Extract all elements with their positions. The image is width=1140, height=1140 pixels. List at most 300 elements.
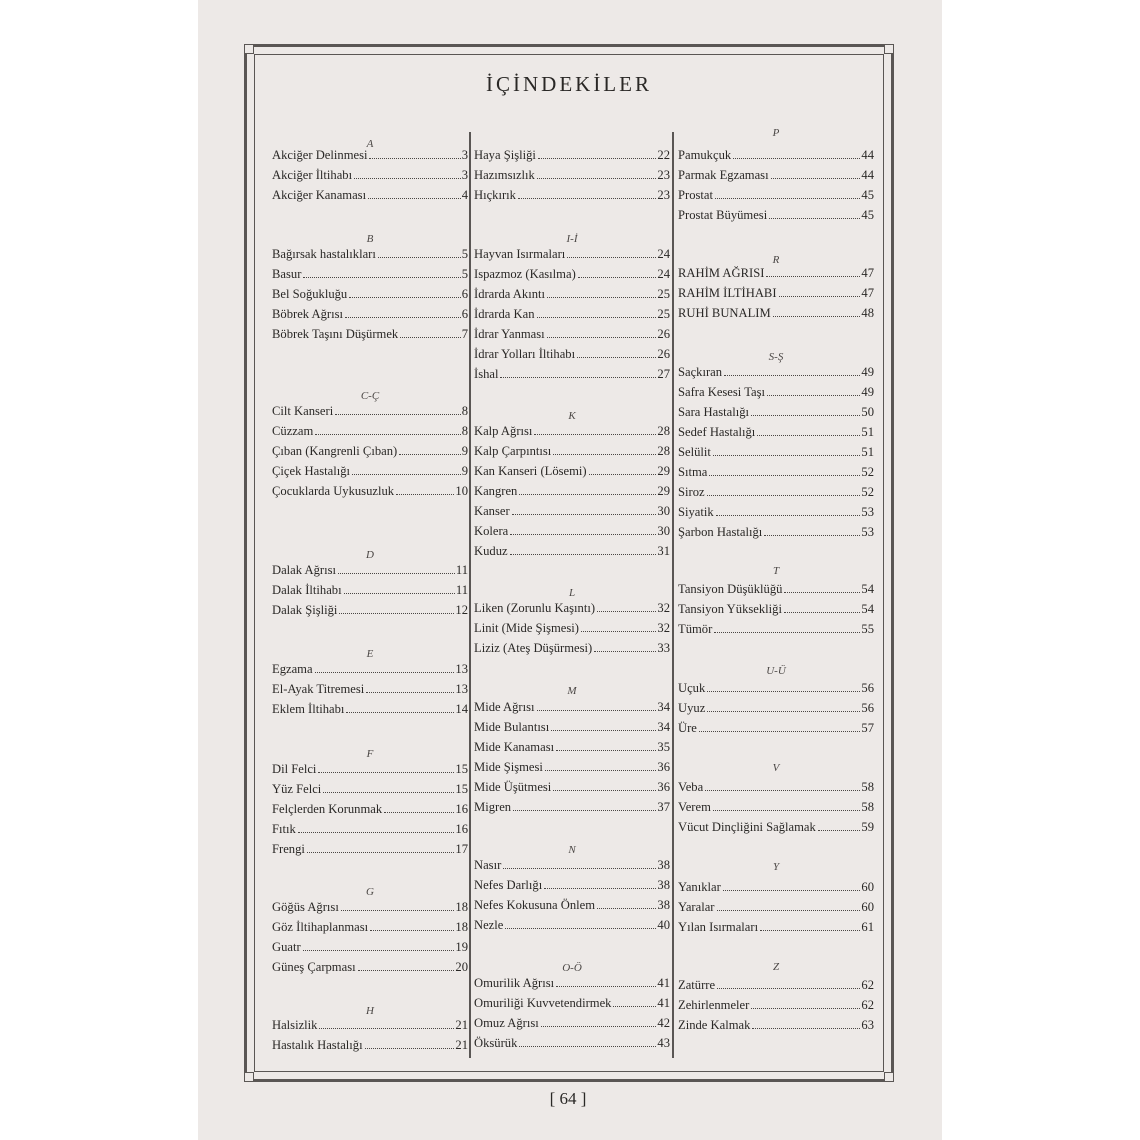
dot-leader <box>318 772 454 773</box>
dot-leader <box>346 712 454 713</box>
toc-entry-page: 16 <box>455 802 468 816</box>
dot-leader <box>613 1006 656 1007</box>
toc-entry-title: İdrar Yolları İltihabı <box>474 347 576 361</box>
toc-entry[interactable] <box>474 184 670 202</box>
dot-leader <box>757 435 860 436</box>
section-letter: I-İ <box>566 233 578 245</box>
toc-entry-title: Uçuk <box>678 681 706 695</box>
dot-leader <box>818 830 861 831</box>
toc-entry-page: 25 <box>657 287 670 301</box>
toc-entry-page: 18 <box>455 900 468 914</box>
toc-entry-page: 53 <box>861 505 874 519</box>
toc-entry-title: Siroz <box>678 485 705 499</box>
toc-entry-title: Göz İltihaplanması <box>272 920 369 934</box>
toc-entry[interactable] <box>678 717 874 735</box>
toc-entry-title: Guatr <box>272 940 301 954</box>
dot-leader <box>577 357 656 358</box>
toc-entry-title: Yılan Isırmaları <box>678 920 759 934</box>
toc-entry[interactable] <box>678 204 874 222</box>
dot-leader <box>369 158 460 159</box>
toc-entry-page: 26 <box>657 327 670 341</box>
toc-entry-title: Sedef Hastalığı <box>678 425 756 439</box>
toc-entry[interactable] <box>678 164 874 182</box>
border-corner-ornament <box>244 44 254 54</box>
toc-entry-page: 30 <box>657 504 670 518</box>
dot-leader <box>512 514 657 515</box>
toc-entry[interactable] <box>272 323 468 341</box>
dot-leader <box>547 297 656 298</box>
toc-entry[interactable] <box>474 776 670 794</box>
toc-entry-page: 25 <box>657 307 670 321</box>
toc-entry[interactable] <box>678 697 874 715</box>
toc-entry-page: 62 <box>861 998 874 1012</box>
page-number: [ 64 ] <box>549 1089 587 1108</box>
toc-entry-page: 10 <box>455 484 468 498</box>
toc-entry-page: 20 <box>455 960 468 974</box>
toc-entry[interactable] <box>474 283 670 301</box>
toc-entry[interactable] <box>474 756 670 774</box>
toc-entry-page: 45 <box>861 208 874 222</box>
toc-entry[interactable] <box>474 716 670 734</box>
toc-entry-title: Kanser <box>474 504 510 518</box>
toc-entry-title: Saçkıran <box>678 365 723 379</box>
toc-entry-page: 40 <box>657 918 670 932</box>
column-divider <box>672 132 674 1058</box>
toc-entry-page: 61 <box>861 920 874 934</box>
toc-entry[interactable] <box>474 323 670 341</box>
toc-entry-title: İdrarda Kan <box>474 307 535 321</box>
toc-entry[interactable] <box>474 164 670 182</box>
toc-entry[interactable] <box>474 243 670 261</box>
toc-entry-title: Omurilik Ağrısı <box>474 976 555 990</box>
toc-entry-title: Sıtma <box>678 465 708 479</box>
dot-leader <box>307 852 455 853</box>
toc-entry[interactable] <box>474 637 670 655</box>
toc-entry-title: Dil Felci <box>272 762 317 776</box>
toc-entry[interactable] <box>474 480 670 498</box>
toc-entry[interactable] <box>474 696 670 714</box>
toc-entry[interactable] <box>474 617 670 635</box>
toc-entry-page: 26 <box>657 347 670 361</box>
dot-leader <box>384 812 454 813</box>
toc-entry-page: 56 <box>861 701 874 715</box>
dot-leader <box>556 986 656 987</box>
toc-entry-title: Böbrek Taşını Düşürmek <box>272 327 399 341</box>
toc-entry-page: 58 <box>861 800 874 814</box>
dot-leader <box>597 908 656 909</box>
toc-entry[interactable] <box>272 658 468 676</box>
toc-entry-page: 8 <box>461 424 468 438</box>
toc-entry-title: Zatürre <box>678 978 716 992</box>
toc-entry-page: 63 <box>861 1018 874 1032</box>
toc-entry[interactable] <box>474 460 670 478</box>
dot-leader <box>339 613 454 614</box>
dot-leader <box>597 611 656 612</box>
toc-entry[interactable] <box>272 916 468 934</box>
toc-entry[interactable] <box>272 1034 468 1052</box>
dot-leader <box>699 731 861 732</box>
toc-entry-title: Kalp Ağrısı <box>474 424 533 438</box>
toc-entry-title: Çiçek Hastalığı <box>272 464 350 478</box>
toc-entry-title: İshal <box>474 367 499 381</box>
dot-leader <box>764 535 860 536</box>
toc-entry-title: Akciğer Kanaması <box>272 188 367 202</box>
toc-entry-page: 60 <box>861 900 874 914</box>
toc-entry-page: 44 <box>861 148 874 162</box>
toc-entry-title: Mide Kanaması <box>474 740 555 754</box>
toc-entry[interactable] <box>272 303 468 321</box>
toc-entry-page: 12 <box>455 603 468 617</box>
section-letter: B <box>366 233 374 245</box>
toc-entry-title: Verem <box>678 800 711 814</box>
toc-entry-title: Basur <box>272 267 302 281</box>
toc-entry-page: 36 <box>657 780 670 794</box>
toc-entry[interactable] <box>272 400 468 418</box>
toc-entry-title: RUHİ BUNALIM <box>678 306 771 320</box>
toc-entry-title: Halsizlik <box>272 1018 318 1032</box>
section-letter: P <box>772 127 780 139</box>
toc-entry-page: 54 <box>861 602 874 616</box>
toc-entry-title: Üre <box>678 721 697 735</box>
toc-entry[interactable] <box>678 282 874 300</box>
toc-entry[interactable] <box>272 144 468 162</box>
toc-entry[interactable] <box>272 243 468 261</box>
toc-entry[interactable] <box>678 481 874 499</box>
toc-entry-page: 38 <box>657 898 670 912</box>
toc-entry-title: Eklem İltihabı <box>272 702 345 716</box>
toc-entry-page: 29 <box>657 464 670 478</box>
toc-entry-page: 50 <box>861 405 874 419</box>
toc-entry[interactable] <box>678 262 874 280</box>
toc-entry[interactable] <box>678 796 874 814</box>
dot-leader <box>510 534 656 535</box>
dot-leader <box>733 158 860 159</box>
toc-entry[interactable] <box>474 736 670 754</box>
toc-entry[interactable] <box>272 798 468 816</box>
toc-entry-title: Kolera <box>474 524 509 538</box>
toc-entry[interactable] <box>474 992 670 1010</box>
toc-entry-title: Cilt Kanseri <box>272 404 334 418</box>
toc-entry-title: Linit (Mide Şişmesi) <box>474 621 579 635</box>
toc-entry[interactable] <box>678 381 874 399</box>
toc-entry-page: 15 <box>455 782 468 796</box>
toc-entry-title: Tansiyon Yüksekliği <box>678 602 782 616</box>
toc-entry-page: 13 <box>455 682 468 696</box>
toc-entry[interactable] <box>474 540 670 558</box>
toc-entry-page: 47 <box>861 286 874 300</box>
section-letter: T <box>772 565 780 577</box>
toc-entry-title: Kuduz <box>474 544 508 558</box>
toc-entry[interactable] <box>474 363 670 381</box>
toc-entry-title: Bağırsak hastalıkları <box>272 247 376 261</box>
dot-leader <box>551 730 656 731</box>
toc-entry[interactable] <box>678 598 874 616</box>
toc-entry-page: 56 <box>861 681 874 695</box>
toc-entry[interactable] <box>272 283 468 301</box>
toc-entry-page: 54 <box>861 582 874 596</box>
dot-leader <box>541 1026 657 1027</box>
dot-leader <box>370 930 454 931</box>
dot-leader <box>365 1048 455 1049</box>
toc-entry-title: El-Ayak Titremesi <box>272 682 365 696</box>
toc-entry-title: Kan Kanseri (Lösemi) <box>474 464 587 478</box>
toc-entry-page: 38 <box>657 878 670 892</box>
toc-entry[interactable] <box>272 263 468 281</box>
toc-entry[interactable] <box>474 914 670 932</box>
toc-entry-title: Hayа Şişliği <box>474 148 536 162</box>
toc-entry-page: 8 <box>461 404 468 418</box>
toc-entry[interactable] <box>678 1014 874 1032</box>
dot-leader <box>396 494 454 495</box>
dot-leader <box>315 672 455 673</box>
dot-leader <box>760 930 860 931</box>
toc-entry-page: 28 <box>657 444 670 458</box>
toc-entry[interactable] <box>678 677 874 695</box>
toc-entry-title: Akciğer Delinmesi <box>272 148 368 162</box>
toc-entry-page: 29 <box>657 484 670 498</box>
toc-entry-title: Çocuklarda Uykusuzluk <box>272 484 395 498</box>
toc-entry-page: 18 <box>455 920 468 934</box>
toc-entry[interactable] <box>678 876 874 894</box>
dot-leader <box>707 495 861 496</box>
toc-entry[interactable] <box>272 778 468 796</box>
toc-entry[interactable] <box>474 1032 670 1050</box>
toc-entry[interactable] <box>474 854 670 872</box>
toc-entry[interactable] <box>474 597 670 615</box>
toc-entry[interactable] <box>474 520 670 538</box>
toc-entry-title: Liziz (Ateş Düşürmesi) <box>474 641 593 655</box>
dot-leader <box>553 790 656 791</box>
section-letter: L <box>568 587 576 599</box>
toc-entry-page: 22 <box>657 148 670 162</box>
toc-entry-page: 23 <box>657 188 670 202</box>
toc-entry-page: 30 <box>657 524 670 538</box>
toc-entry[interactable] <box>678 776 874 794</box>
dot-leader <box>537 317 657 318</box>
toc-entry[interactable] <box>678 501 874 519</box>
dot-leader <box>338 573 455 574</box>
toc-entry-title: Nefes Darlığı <box>474 878 543 892</box>
toc-entry[interactable] <box>474 796 670 814</box>
toc-entry-title: Nasır <box>474 858 502 872</box>
toc-entry-page: 13 <box>455 662 468 676</box>
toc-entry[interactable] <box>272 936 468 954</box>
toc-entry[interactable] <box>678 361 874 379</box>
section-letter: A <box>366 138 374 150</box>
dot-leader <box>537 710 657 711</box>
dot-leader <box>714 632 860 633</box>
section-letter: V <box>772 762 780 774</box>
toc-entry[interactable] <box>474 263 670 281</box>
toc-entry-title: Uyuz <box>678 701 706 715</box>
toc-entry-page: 4 <box>461 188 468 202</box>
toc-entry[interactable] <box>272 956 468 974</box>
toc-entry[interactable] <box>474 894 670 912</box>
dot-leader <box>771 178 861 179</box>
toc-entry[interactable] <box>474 440 670 458</box>
section-letter: D <box>366 549 374 561</box>
section-letter: U-Ü <box>766 665 786 677</box>
toc-entry[interactable] <box>678 421 874 439</box>
toc-entry[interactable] <box>474 500 670 518</box>
toc-entry-page: 21 <box>455 1018 468 1032</box>
dot-leader <box>519 494 656 495</box>
toc-entry[interactable] <box>272 1014 468 1032</box>
section-letter: F <box>366 748 374 760</box>
toc-entry[interactable] <box>272 698 468 716</box>
toc-entry-title: Prostat Büyümesi <box>678 208 768 222</box>
toc-entry-page: 47 <box>861 266 874 280</box>
dot-leader <box>513 810 656 811</box>
toc-entry-title: Egzama <box>272 662 313 676</box>
toc-entry-page: 44 <box>861 168 874 182</box>
toc-entry[interactable] <box>272 579 468 597</box>
toc-entry-page: 60 <box>861 880 874 894</box>
toc-entry[interactable] <box>678 994 874 1012</box>
toc-entry-title: Akciğer İltihabı <box>272 168 353 182</box>
toc-entry-title: Omuriliği Kuvvetendirmek <box>474 996 612 1010</box>
section-letter: O-Ö <box>562 962 582 974</box>
toc-entry[interactable] <box>678 974 874 992</box>
toc-entry-page: 28 <box>657 424 670 438</box>
toc-entry[interactable] <box>272 420 468 438</box>
section-letter: R <box>772 254 780 266</box>
dot-leader <box>709 475 860 476</box>
dot-leader <box>589 474 657 475</box>
toc-entry[interactable] <box>678 521 874 539</box>
toc-entry[interactable] <box>272 440 468 458</box>
toc-entry-title: Mide Üşütmesi <box>474 780 552 794</box>
dot-leader <box>366 692 454 693</box>
toc-entry[interactable] <box>272 818 468 836</box>
toc-entry-title: Hayvan Isırmaları <box>474 247 566 261</box>
toc-entry-page: 43 <box>657 1036 670 1050</box>
dot-leader <box>341 910 455 911</box>
toc-entry-page: 55 <box>861 622 874 636</box>
toc-entry-title: Felçlerden Korunmak <box>272 802 383 816</box>
toc-entry-page: 51 <box>861 445 874 459</box>
toc-entry-page: 27 <box>657 367 670 381</box>
toc-entry-title: Pamukçuk <box>678 148 732 162</box>
toc-entry[interactable] <box>272 678 468 696</box>
toc-entry[interactable] <box>474 343 670 361</box>
toc-entry[interactable] <box>272 896 468 914</box>
toc-entry-page: 15 <box>455 762 468 776</box>
toc-entry[interactable] <box>272 164 468 182</box>
toc-entry[interactable] <box>272 460 468 478</box>
toc-entry-page: 5 <box>461 247 468 261</box>
section-letter: Z <box>772 961 780 973</box>
toc-entry[interactable] <box>272 559 468 577</box>
toc-entry-title: Safra Kesesi Taşı <box>678 385 766 399</box>
toc-entry-title: Fıtık <box>272 822 296 836</box>
toc-entry[interactable] <box>474 144 670 162</box>
toc-entry-title: Prostat <box>678 188 713 202</box>
toc-entry-page: 23 <box>657 168 670 182</box>
toc-entry-title: Hıçkırık <box>474 188 516 202</box>
toc-entry-page: 32 <box>657 621 670 635</box>
toc-entry-page: 52 <box>861 465 874 479</box>
toc-entry[interactable] <box>474 972 670 990</box>
dot-leader <box>344 593 455 594</box>
toc-entry-page: 33 <box>657 641 670 655</box>
border-corner-ornament <box>884 44 894 54</box>
toc-entry-page: 3 <box>461 168 468 182</box>
dot-leader <box>303 950 455 951</box>
toc-entry[interactable] <box>678 401 874 419</box>
toc-entry-title: Çıban (Kangrenli Çıban) <box>272 444 398 458</box>
toc-entry[interactable] <box>474 874 670 892</box>
toc-entry[interactable] <box>678 618 874 636</box>
toc-entry[interactable] <box>678 184 874 202</box>
toc-entry-title: Dalak Şişliği <box>272 603 338 617</box>
toc-entry-page: 45 <box>861 188 874 202</box>
toc-entry[interactable] <box>474 303 670 321</box>
toc-entry-page: 6 <box>461 287 468 301</box>
toc-entry-page: 3 <box>461 148 468 162</box>
toc-entry-title: Liken (Zorunlu Kaşıntı) <box>474 601 596 615</box>
toc-entry-page: 41 <box>657 976 670 990</box>
toc-entry[interactable] <box>272 184 468 202</box>
toc-entry-title: Nezle <box>474 918 504 932</box>
toc-entry-title: RAHİM İLTİHABI <box>678 286 777 300</box>
dot-leader <box>716 515 861 516</box>
toc-entry-title: Cüzzam <box>272 424 314 438</box>
dot-leader <box>352 474 461 475</box>
toc-entry[interactable] <box>474 1012 670 1030</box>
section-letter: K <box>568 410 576 422</box>
toc-entry-title: Zehirlenmeler <box>678 998 750 1012</box>
dot-leader <box>752 1028 860 1029</box>
dot-leader <box>534 434 656 435</box>
toc-entry[interactable] <box>678 816 874 834</box>
toc-entry-title: Vücut Dinçliğini Sağlamak <box>678 820 816 834</box>
toc-entry[interactable] <box>678 916 874 934</box>
toc-entry[interactable] <box>678 441 874 459</box>
toc-entry-page: 34 <box>657 700 670 714</box>
toc-entry[interactable] <box>678 578 874 596</box>
toc-entry[interactable] <box>272 480 468 498</box>
toc-entry-page: 34 <box>657 720 670 734</box>
toc-entry-page: 48 <box>861 306 874 320</box>
toc-entry[interactable] <box>272 758 468 776</box>
toc-entry-title: Mide Bulantısı <box>474 720 550 734</box>
toc-entry[interactable] <box>678 896 874 914</box>
dot-leader <box>503 868 656 869</box>
toc-entry-title: Mide Şişmesi <box>474 760 543 774</box>
dot-leader <box>519 1046 656 1047</box>
toc-entry-page: 37 <box>657 800 670 814</box>
toc-entry-page: 62 <box>861 978 874 992</box>
dot-leader <box>779 296 861 297</box>
toc-entry[interactable] <box>272 599 468 617</box>
section-letter: S-Ş <box>768 351 784 363</box>
toc-entry-title: Hazımsızlık <box>474 168 535 182</box>
toc-entry[interactable] <box>678 144 874 162</box>
toc-entry-page: 17 <box>455 842 468 856</box>
toc-entry-title: Zinde Kalmak <box>678 1018 751 1032</box>
toc-entry[interactable] <box>474 420 670 438</box>
toc-entry[interactable] <box>678 302 874 320</box>
dot-leader <box>349 297 460 298</box>
toc-entry-title: Kangren <box>474 484 518 498</box>
toc-entry[interactable] <box>678 461 874 479</box>
toc-entry[interactable] <box>272 838 468 856</box>
column-divider <box>469 132 471 1058</box>
dot-leader <box>544 888 656 889</box>
toc-entry-title: Öksürük <box>474 1036 518 1050</box>
toc-entry-title: Böbrek Ağrısı <box>272 307 344 321</box>
